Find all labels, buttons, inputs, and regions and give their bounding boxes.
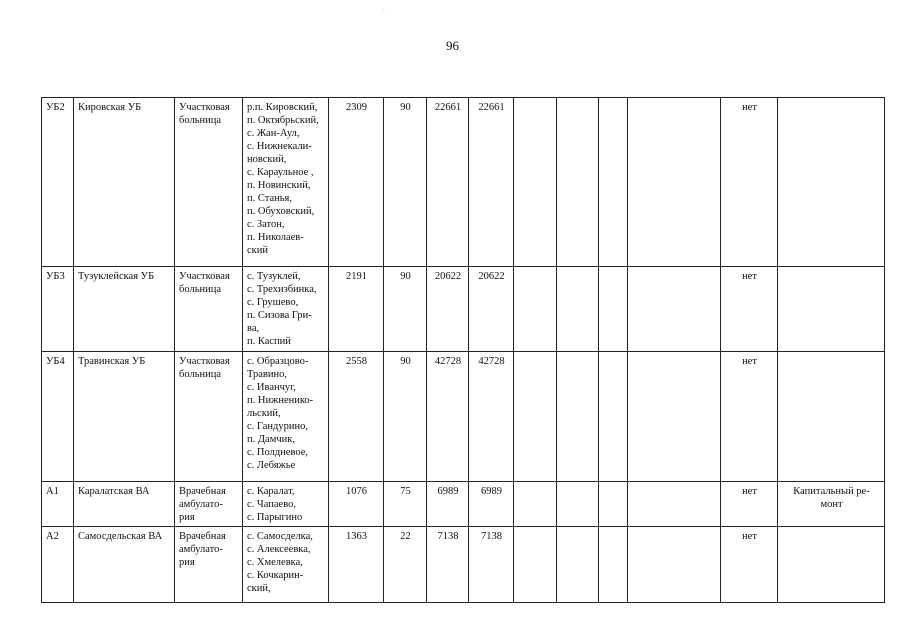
settlement-line: с. Нижнекали- — [247, 141, 312, 152]
code-cell — [42, 482, 74, 527]
status-value: нет — [742, 356, 757, 367]
value-2: 90 — [400, 271, 411, 282]
settlement-line: п. Каспий — [247, 336, 291, 347]
empty-cell — [628, 352, 721, 482]
note-line: Капитальный ре- — [793, 486, 870, 497]
empty-cell — [599, 482, 628, 527]
page-number: 96 — [446, 38, 459, 53]
facility-type-line: Врачебная — [179, 486, 226, 497]
value-cell-3 — [427, 527, 469, 603]
facility-type-line: больница — [179, 115, 221, 126]
settlement-line: с. Хмелевка, — [247, 557, 303, 568]
value-cell-4 — [469, 527, 514, 603]
facility-type-line: больница — [179, 369, 221, 380]
facility-name: Кировская УБ — [78, 102, 142, 113]
value-3: 6989 — [437, 486, 459, 497]
value-cell-1 — [329, 482, 384, 527]
settlement-line: с. Трехизбинка, — [247, 284, 317, 295]
settlement-line: с. Алексеевка, — [247, 544, 311, 555]
value-1: 2191 — [346, 271, 367, 282]
facility-type-line: рия — [179, 512, 195, 523]
status-value: нет — [742, 271, 757, 282]
status-cell — [721, 482, 778, 527]
value-cell-1 — [329, 267, 384, 352]
facility-type-line: Участковая — [179, 271, 230, 282]
value-3: 20622 — [434, 271, 462, 282]
code-cell — [42, 98, 74, 267]
facility-code: А2 — [46, 531, 59, 542]
value-cell-2 — [384, 527, 427, 603]
settlement-line: с. Тузуклей, — [247, 271, 301, 282]
value-cell-4 — [469, 98, 514, 267]
settlement-line: с. Чапаево, — [247, 499, 296, 510]
empty-cell — [599, 267, 628, 352]
empty-cell — [557, 267, 599, 352]
name-cell — [74, 527, 175, 603]
settlement-line: ва, — [247, 323, 260, 334]
value-2: 90 — [400, 102, 411, 113]
facility-type-line: больница — [179, 284, 221, 295]
table-row — [42, 352, 885, 482]
value-cell-1 — [329, 527, 384, 603]
settlements-cell — [243, 267, 329, 352]
value-3: 22661 — [434, 102, 462, 113]
settlements-cell — [243, 527, 329, 603]
empty-cell — [628, 527, 721, 603]
value-3: 42728 — [434, 356, 462, 367]
settlement-line: с. Каралат, — [247, 486, 295, 497]
table-row — [42, 98, 885, 267]
settlement-line: п. Обуховский, — [247, 206, 315, 217]
facility-type-line: рия — [179, 557, 195, 568]
value-1: 2558 — [346, 356, 367, 367]
settlement-line: с. Образцово- — [247, 356, 309, 367]
settlements-cell — [243, 352, 329, 482]
name-cell — [74, 267, 175, 352]
facility-name: Тузуклейская УБ — [78, 271, 155, 282]
code-cell — [42, 527, 74, 603]
facility-code: А1 — [46, 486, 59, 497]
facility-type-line: амбулато- — [179, 499, 223, 510]
note-cell — [778, 482, 885, 527]
value-4: 22661 — [478, 102, 505, 113]
status-cell — [721, 98, 778, 267]
empty-cell — [599, 352, 628, 482]
facility-type-line: амбулато- — [179, 544, 223, 555]
settlement-line: Травино, — [247, 369, 287, 380]
settlements-cell — [243, 98, 329, 267]
empty-cell — [514, 527, 557, 603]
value-1: 2309 — [346, 102, 367, 113]
settlement-line: с. Караульное , — [247, 167, 314, 178]
facility-type-line: Врачебная — [179, 531, 226, 542]
value-1: 1363 — [346, 531, 367, 542]
settlement-line: с. Самосделка, — [247, 531, 313, 542]
settlement-line: п. Станья, — [247, 193, 292, 204]
type-cell — [175, 482, 243, 527]
note-line: монт — [820, 499, 843, 510]
name-cell — [74, 482, 175, 527]
table-row — [42, 482, 885, 527]
facility-code: УБ4 — [46, 356, 65, 367]
value-cell-3 — [427, 267, 469, 352]
empty-cell — [514, 267, 557, 352]
value-cell-4 — [469, 352, 514, 482]
settlement-line: п. Новинский, — [247, 180, 311, 191]
empty-cell — [599, 527, 628, 603]
type-cell — [175, 527, 243, 603]
settlement-line: с. Жан-Аул, — [247, 128, 300, 139]
settlement-line: новский, — [247, 154, 287, 165]
settlement-line: с. Парыгино — [247, 512, 303, 523]
value-cell-1 — [329, 98, 384, 267]
status-cell — [721, 267, 778, 352]
value-cell-2 — [384, 352, 427, 482]
empty-cell — [628, 267, 721, 352]
settlement-line: ский, — [247, 583, 271, 594]
settlement-line: льский, — [247, 408, 281, 419]
note-cell — [778, 352, 885, 482]
value-4: 7138 — [481, 531, 502, 542]
settlement-line: с. Иванчуг, — [247, 382, 296, 393]
facility-type-line: Участковая — [179, 102, 230, 113]
status-value: нет — [742, 531, 757, 542]
note-cell — [778, 527, 885, 603]
value-cell-3 — [427, 98, 469, 267]
type-cell — [175, 98, 243, 267]
note-cell — [778, 267, 885, 352]
value-4: 6989 — [481, 486, 502, 497]
settlement-line: п. Октябрьский, — [247, 115, 319, 126]
table-row — [42, 267, 885, 352]
settlement-line: п. Николаев- — [247, 232, 304, 243]
status-cell — [721, 352, 778, 482]
facility-name: Самосдельская ВА — [78, 531, 163, 542]
settlement-line: п. Дамчик, — [247, 434, 295, 445]
value-1: 1076 — [346, 486, 367, 497]
value-cell-3 — [427, 352, 469, 482]
value-3: 7138 — [437, 531, 459, 542]
name-cell — [74, 352, 175, 482]
value-cell-2 — [384, 482, 427, 527]
facility-name: Травинская УБ — [78, 356, 146, 367]
facility-code: УБ3 — [46, 271, 65, 282]
empty-cell — [557, 482, 599, 527]
name-cell — [74, 98, 175, 267]
facility-type-line: Участковая — [179, 356, 230, 367]
type-cell — [175, 352, 243, 482]
settlement-line: п. Сизова Гри- — [247, 310, 312, 321]
scan-speck: . — [383, 6, 385, 12]
value-cell-3 — [427, 482, 469, 527]
note-cell — [778, 98, 885, 267]
value-cell-1 — [329, 352, 384, 482]
code-cell — [42, 352, 74, 482]
settlement-line: с. Грушево, — [247, 297, 299, 308]
status-value: нет — [742, 102, 757, 113]
code-cell — [42, 267, 74, 352]
empty-cell — [514, 98, 557, 267]
status-cell — [721, 527, 778, 603]
value-cell-4 — [469, 482, 514, 527]
value-cell-2 — [384, 267, 427, 352]
table-body — [42, 98, 885, 603]
value-4: 42728 — [478, 356, 505, 367]
type-cell — [175, 267, 243, 352]
facility-name: Каралатская ВА — [78, 486, 150, 497]
value-cell-2 — [384, 98, 427, 267]
value-2: 90 — [400, 356, 411, 367]
empty-cell — [557, 98, 599, 267]
settlements-cell — [243, 482, 329, 527]
settlement-line: с. Затон, — [247, 219, 285, 230]
settlement-line: ский — [247, 245, 268, 256]
settlement-line: с. Полдневое, — [247, 447, 309, 458]
empty-cell — [557, 527, 599, 603]
settlement-line: п. Нижненико- — [247, 395, 314, 406]
facility-code: УБ2 — [46, 102, 65, 113]
empty-cell — [628, 482, 721, 527]
empty-cell — [599, 98, 628, 267]
value-cell-4 — [469, 267, 514, 352]
value-4: 20622 — [478, 271, 505, 282]
settlement-line: р.п. Кировский, — [247, 102, 318, 113]
empty-cell — [557, 352, 599, 482]
table-row — [42, 527, 885, 603]
settlement-line: с. Кочкарин- — [247, 570, 304, 581]
settlement-line: с. Лебяжье — [247, 460, 296, 471]
empty-cell — [514, 482, 557, 527]
settlement-line: с. Гандурино, — [247, 421, 308, 432]
facilities-table — [41, 97, 885, 603]
empty-cell — [514, 352, 557, 482]
value-2: 22 — [400, 531, 411, 542]
empty-cell — [628, 98, 721, 267]
status-value: нет — [742, 486, 757, 497]
value-2: 75 — [400, 486, 411, 497]
